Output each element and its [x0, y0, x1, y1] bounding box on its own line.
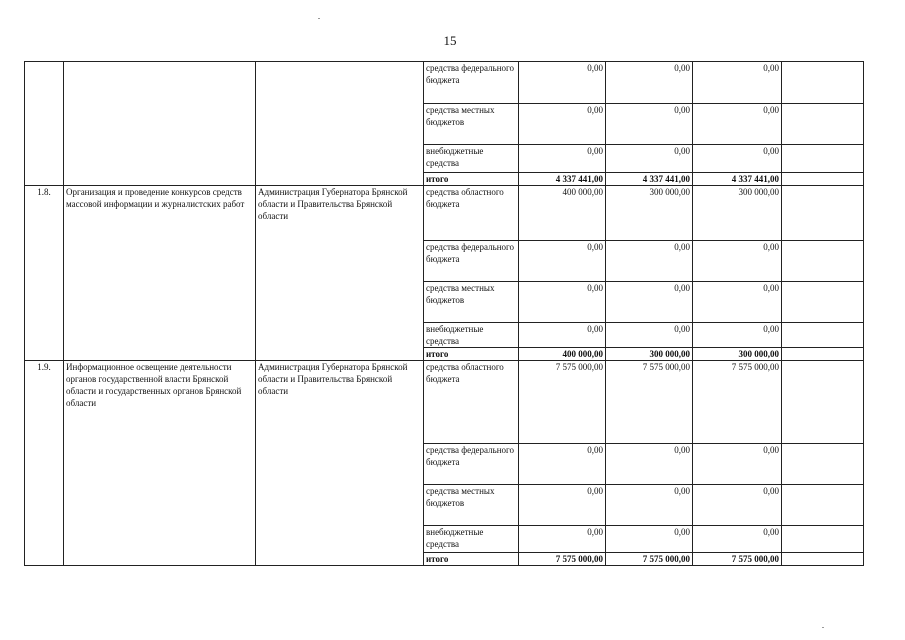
amount-cell: 0,00: [606, 526, 693, 553]
funding-source-cell: средства областного бюджета: [424, 186, 519, 241]
funding-source-cell: средства областного бюджета: [424, 361, 519, 444]
amount-cell: 4 337 441,00: [606, 173, 693, 186]
amount-cell: 4 337 441,00: [693, 173, 782, 186]
amount-cell: 0,00: [606, 485, 693, 526]
row-number-cell: 1.9.: [25, 361, 64, 566]
amount-cell: 0,00: [606, 145, 693, 173]
amount-cell: 0,00: [693, 104, 782, 145]
amount-cell: 400 000,00: [519, 186, 606, 241]
amount-cell: 4 337 441,00: [519, 173, 606, 186]
amount-cell: 0,00: [693, 241, 782, 282]
amount-cell: 0,00: [693, 526, 782, 553]
amount-cell: 0,00: [519, 444, 606, 485]
budget-table: [24, 61, 864, 566]
activity-name-cell: Организация и проведение конкурсов средств массовой информации и журналистских работ: [64, 186, 256, 361]
empty-cell: [782, 444, 864, 485]
amount-cell: 0,00: [606, 282, 693, 323]
empty-cell: [782, 145, 864, 173]
amount-cell: 0,00: [519, 526, 606, 553]
amount-cell: 7 575 000,00: [693, 361, 782, 444]
row-number-cell: [25, 62, 64, 186]
amount-cell: 0,00: [693, 282, 782, 323]
table-row: [25, 186, 864, 241]
amount-cell: 0,00: [519, 145, 606, 173]
amount-cell: 0,00: [606, 62, 693, 104]
scan-speck: [822, 627, 824, 628]
amount-cell: 7 575 000,00: [693, 553, 782, 566]
amount-cell: 0,00: [693, 62, 782, 104]
funding-source-cell: средства федерального бюджета: [424, 241, 519, 282]
amount-cell: 0,00: [606, 444, 693, 485]
empty-cell: [782, 241, 864, 282]
row-number-cell: 1.8.: [25, 186, 64, 361]
amount-cell: 300 000,00: [693, 186, 782, 241]
page-number: 15: [443, 33, 457, 48]
amount-cell: 0,00: [693, 485, 782, 526]
amount-cell: 0,00: [519, 104, 606, 145]
amount-cell: 0,00: [693, 145, 782, 173]
empty-cell: [782, 104, 864, 145]
empty-cell: [782, 348, 864, 361]
amount-cell: 300 000,00: [606, 348, 693, 361]
empty-cell: [782, 526, 864, 553]
empty-cell: [782, 361, 864, 444]
amount-cell: 300 000,00: [606, 186, 693, 241]
amount-cell: 7 575 000,00: [606, 553, 693, 566]
amount-cell: 7 575 000,00: [519, 361, 606, 444]
executor-cell: [256, 62, 424, 186]
amount-cell: 0,00: [519, 323, 606, 348]
executor-cell: Администрация Губернатора Брянской области и Правительства Брянской области: [256, 361, 424, 566]
amount-cell: 7 575 000,00: [606, 361, 693, 444]
funding-source-cell: средства федерального бюджета: [424, 444, 519, 485]
funding-source-cell: средства местных бюджетов: [424, 282, 519, 323]
amount-cell: 7 575 000,00: [519, 553, 606, 566]
amount-cell: 300 000,00: [693, 348, 782, 361]
activity-name-cell: [64, 62, 256, 186]
executor-cell: Администрация Губернатора Брянской области и Правительства Брянской области: [256, 186, 424, 361]
amount-cell: 0,00: [606, 323, 693, 348]
activity-name-cell: Информационное освещение деятельности органов государственной власти Брянской области и государственных органов Брянской области: [64, 361, 256, 566]
funding-source-cell: средства местных бюджетов: [424, 485, 519, 526]
amount-cell: 0,00: [606, 104, 693, 145]
table-row: [25, 62, 864, 104]
empty-cell: [782, 186, 864, 241]
empty-cell: [782, 62, 864, 104]
empty-cell: [782, 323, 864, 348]
amount-cell: 0,00: [519, 241, 606, 282]
amount-cell: 0,00: [519, 282, 606, 323]
funding-source-cell: средства местных бюджетов: [424, 104, 519, 145]
scan-speck: [318, 18, 320, 19]
empty-cell: [782, 553, 864, 566]
amount-cell: 0,00: [693, 444, 782, 485]
empty-cell: [782, 282, 864, 323]
table-row: [25, 361, 864, 444]
funding-source-cell: внебюджетные средства: [424, 323, 519, 348]
amount-cell: 400 000,00: [519, 348, 606, 361]
funding-source-cell: средства федерального бюджета: [424, 62, 519, 104]
funding-source-cell: итого: [424, 173, 519, 186]
amount-cell: 0,00: [519, 485, 606, 526]
amount-cell: 0,00: [693, 323, 782, 348]
empty-cell: [782, 485, 864, 526]
funding-source-cell: внебюджетные средства: [424, 145, 519, 173]
amount-cell: 0,00: [519, 62, 606, 104]
amount-cell: 0,00: [606, 241, 693, 282]
funding-source-cell: итого: [424, 348, 519, 361]
funding-source-cell: итого: [424, 553, 519, 566]
funding-source-cell: внебюджетные средства: [424, 526, 519, 553]
empty-cell: [782, 173, 864, 186]
